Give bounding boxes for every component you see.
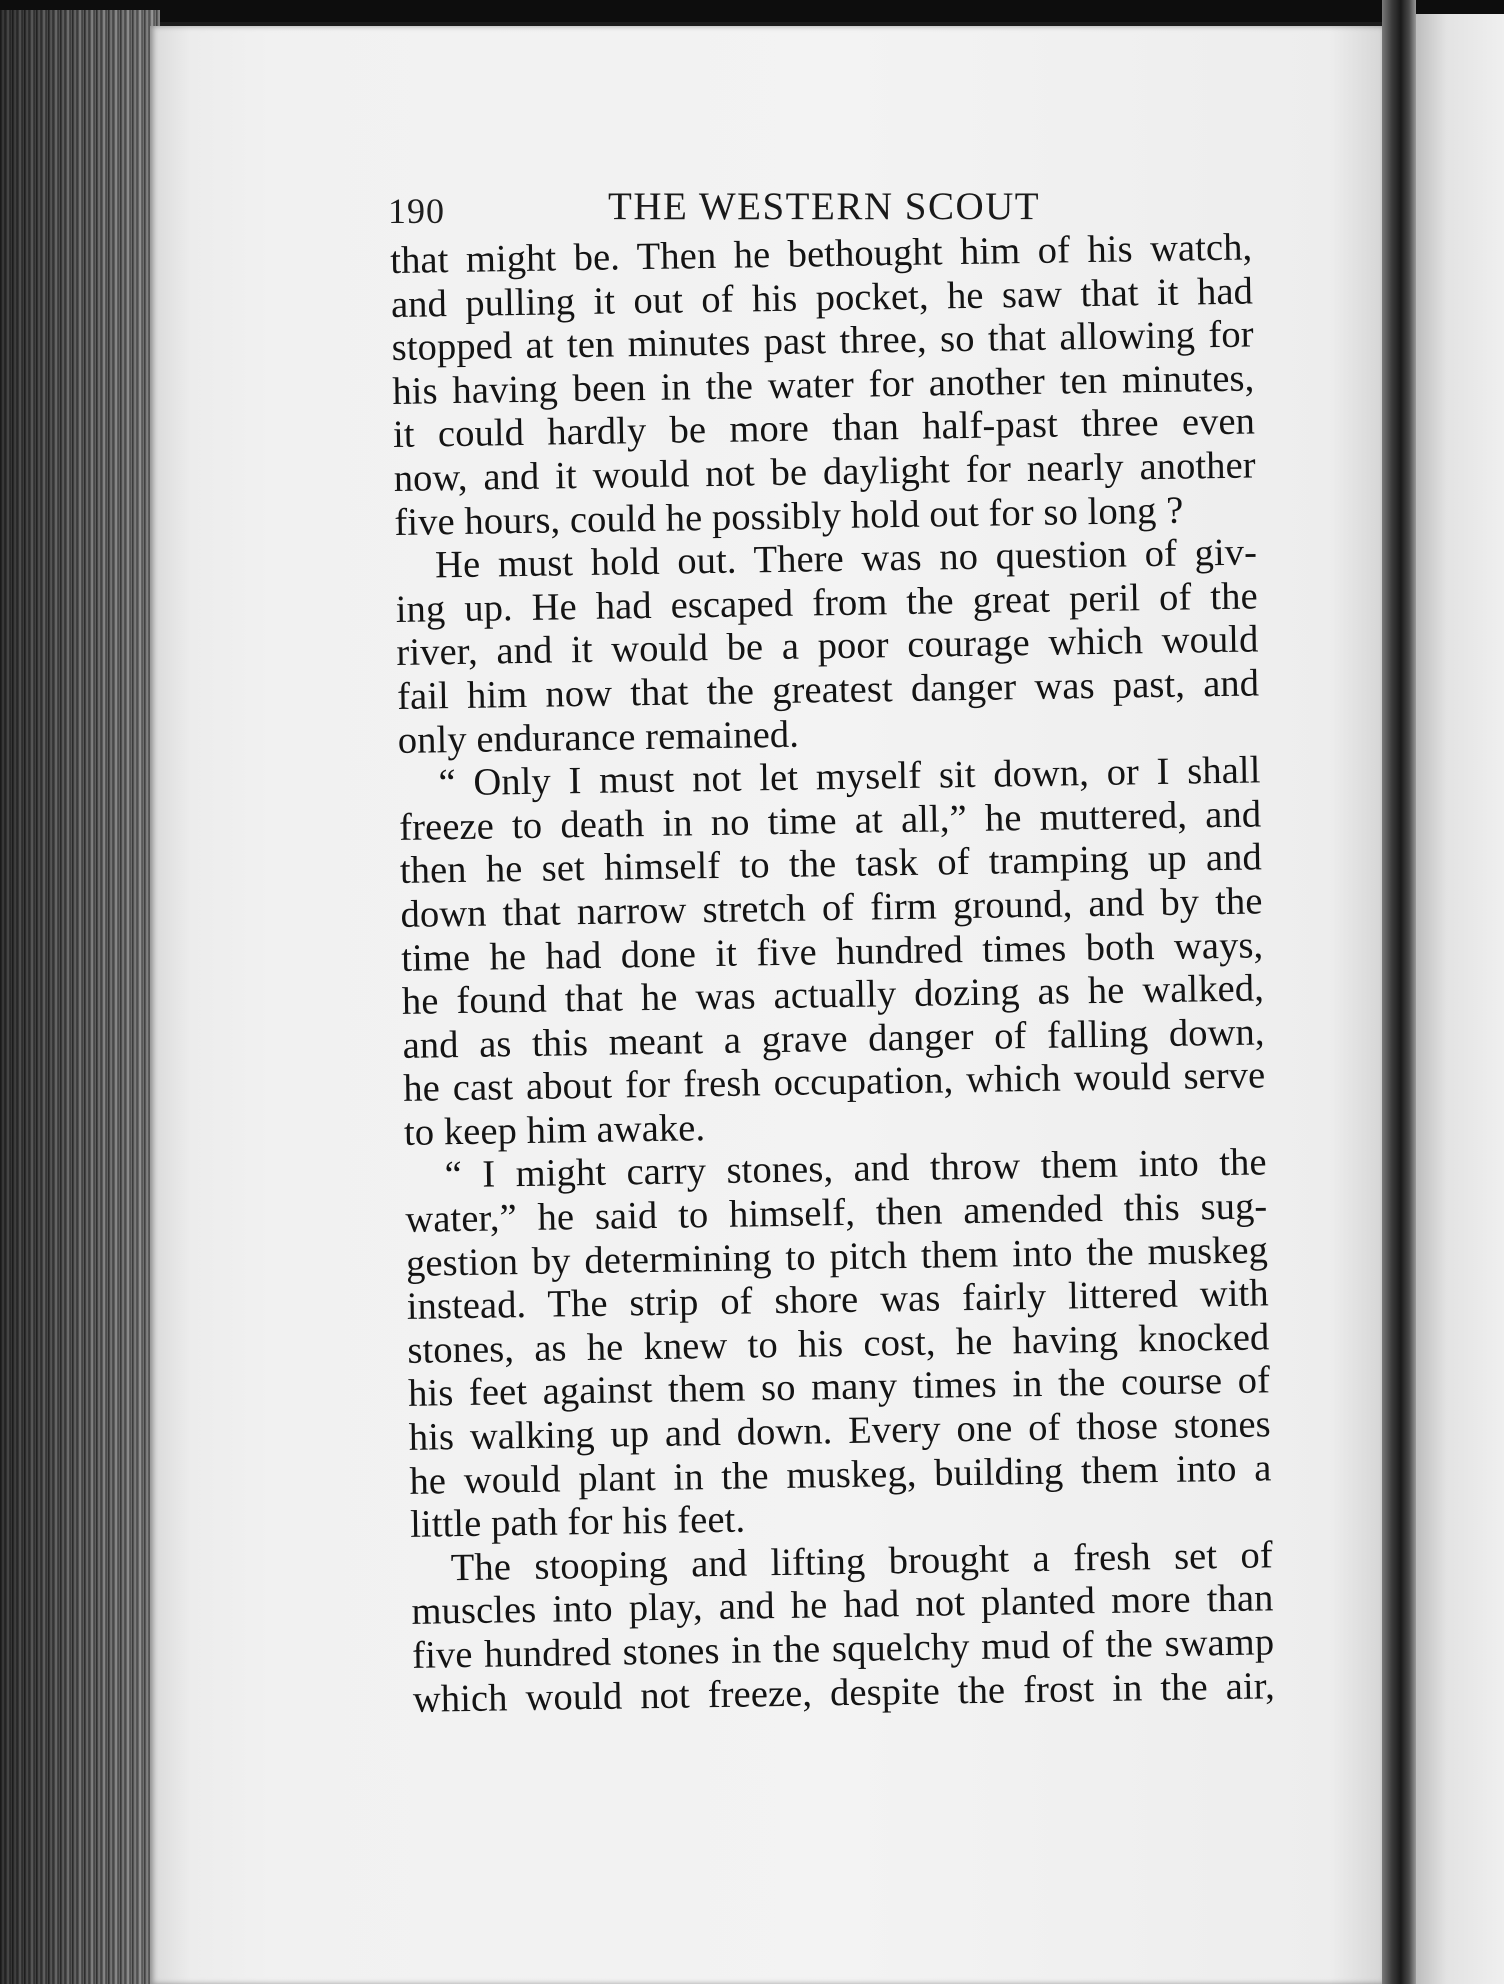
text-line: then he set himself to the task of tramping up and [399,836,1263,893]
text-line: stones, as he knew to his cost, he having knocked [407,1316,1270,1372]
text-line: water,” he said to himself, then amended this sug- [405,1185,1268,1241]
text-line: his walking up and down. Every one of those stones [408,1403,1272,1459]
running-head [388,176,1248,236]
text-line: he found that he was actually dozing as he walked, [401,967,1265,1023]
text-line: five hours, could he possibly hold out for so long ? [394,489,1184,544]
text-line: muscles into play, and he had not planted more than [411,1577,1274,1634]
text-line: down that narrow stretch of firm ground, and by the [400,880,1263,936]
text-line: The stooping and lifting brought a fresh set of [450,1534,1274,1590]
text-line: little path for his feet. [409,1498,746,1547]
text-line: gestion by determining to pitch them into the muskeg [405,1228,1269,1285]
text-line: “ I might carry stones, and throw them into the [444,1141,1267,1197]
text-line: He must hold out. There was no question of giv- [434,531,1258,587]
text-line: and as this meant a grave danger of falling down, [402,1011,1265,1067]
text-line: river, and it would be a poor courage which would [396,618,1259,675]
text-line: which would not freeze, despite the frost in the air, [412,1664,1276,1721]
text-line: instead. The strip of shore was fairly littered with [406,1272,1269,1329]
page-number: 190 [388,191,445,231]
scan-top-edge [0,0,1504,22]
text-line: his having been in the water for another ten minutes, [392,357,1255,413]
text-line: time he had done it five hundred times both ways, [400,923,1264,980]
text-line: freeze to death in no time at all,” he muttered, and [398,793,1262,849]
book-gutter [1382,0,1416,1984]
text-line: that might be. Then he bethought him of his watch, [390,226,1253,282]
text-line: his feet against them so many times in the course of [407,1359,1271,1416]
facing-page-edge [1416,14,1504,1984]
text-line: it could hardly be more than half-past three even [392,400,1256,457]
text-line: five hundred stones in the squelchy mud of the swamp [411,1621,1275,1677]
page-stack-edge [0,10,160,1984]
text-line: stopped at ten minutes past three, so that allowing for [391,313,1254,370]
text-line: to keep him awake. [403,1107,706,1154]
book-title: THE WESTERN SCOUT [608,185,1041,228]
text-line: only endurance remained. [397,713,800,762]
text-line: he would plant in the muskeg, building them into a [409,1446,1272,1503]
text-line: now, and it would not be daylight for nearly another [393,444,1256,500]
body-text [390,226,1275,1722]
text-line: fail him now that the greatest danger was past, and [396,662,1260,718]
text-line: ing up. He had escaped from the great peril of the [395,575,1259,631]
text-line: “ Only I must not let myself sit down, or I shall [438,749,1261,805]
text-line: he cast about for fresh occupation, which would serve [403,1054,1266,1111]
text-line: and pulling it out of his pocket, he saw that it had [390,270,1254,326]
